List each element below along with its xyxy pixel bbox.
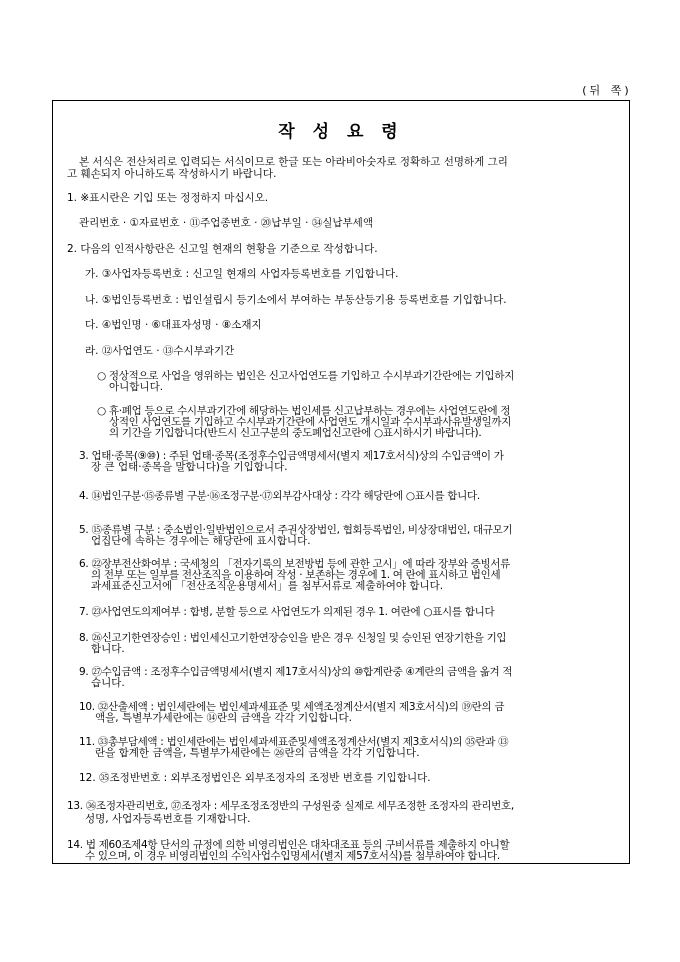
instruction-item-4: 4. ⑭법인구분·⑮종류별 구분·⑯조정구분·⑰외부감사대상 : 각각 해당란에 ○표시를 합니다. [79, 490, 480, 502]
instruction-item-10: 10. ㉜산출세액 : 법인세란에는 법인세과세표준 및 세액조정계산서(별지 제3호서식)의 ⑲란의 금 [79, 701, 505, 713]
instruction-item-2c: 다. ④법인명 · ⑥대표자성명 · ⑧소재지 [85, 319, 262, 331]
instruction-item-6: 과세표준신고서에 「전산조직운용명세서」를 첨부서류로 제출하여야 합니다. [91, 580, 444, 592]
instruction-item-7: 7. ㉓사업연도의제여부 : 합병, 분할 등으로 사업연도가 의제된 경우 1. 여란에 ○표시를 합니다 [79, 606, 495, 618]
instruction-item-6: 의 전부 또는 일부를 전산조직을 이용하여 작성 · 보존하는 경우에 1. 여 란에 표시하고 법인세 [91, 569, 501, 581]
instruction-item-2d: 라. ⑫사업연도 · ⑬수시부과기간 [85, 345, 235, 357]
instruction-item-2b: 나. ⑤법인등록번호 : 법인설립시 등기소에서 부여하는 부동산등기용 등록번호를 기입합니다. [85, 294, 507, 306]
instruction-item-14: 수 있으며, 이 경우 비영리법인의 수익사업수입명세서(별지 제57호서식)를 첨부하여야 합니다. [85, 850, 500, 862]
page-side-label: (뒤 쪽) [580, 84, 632, 97]
page-title: 작 성 요 령 [278, 122, 404, 142]
instruction-item-13: 13. ㊱조정자관리번호, ㊲조정자 : 세무조정조정반의 구성원중 실제로 세무조정한 조정자의 관리번호, [67, 800, 514, 812]
instruction-item-11: 11. ㉝총부담세액 : 법인세란에는 법인세과세표준및세액조정계산서(별지 제3호서식)의 ㉟란과 ⑬ [79, 736, 509, 748]
instruction-item-8: 8. ㉖신고기한연장승인 : 법인세신고기한연장승인을 받은 경우 신청일 및 승인된 연장기한을 기입 [79, 632, 507, 644]
instruction-item-3: 장 큰 업태·종목을 말합니다)을 기입합니다. [91, 461, 288, 473]
bullet-line: ○ 휴·폐업 등으로 수시부과기간에 해당하는 법인세를 신고납부하는 경우에는 사업연도란에 정 [97, 405, 511, 417]
bullet-line: 상적인 사업연도를 기입하고 수시부과기간란에 사업연도 개시일과 수시부과사유발생일까지 [109, 416, 512, 428]
instruction-item-5: 5. ⑮종류별 구분 : 중소법인·일반법인으로서 주권상장법인, 협회등록법인, 비상장대법인, 대규모기 [79, 524, 513, 536]
instruction-item-2a: 가. ③사업자등록번호 : 신고일 현재의 사업자등록번호를 기입합니다. [85, 268, 399, 280]
instructions-frame [52, 100, 630, 864]
instruction-item-11: 란을 합계한 금액을, 특별부가세란에는 ㉖란의 금액을 각각 기입합니다. [95, 747, 420, 759]
instruction-item-2: 2. 다음의 인적사항란은 신고일 현재의 현황을 기준으로 작성합니다. [67, 243, 378, 255]
instruction-item-14: 14. 법 제60조제4항 단서의 규정에 의한 비영리법인은 대차대조표 등의 구비서류를 제출하지 아니할 [67, 839, 510, 851]
bullet-line: ○ 정상적으로 사업을 영위하는 법인은 신고사업연도를 기입하고 수시부과기간란에는 기입하지 [97, 370, 515, 382]
instruction-item-6: 6. ㉒장부전산화여부 : 국세청의 「전자기록의 보전방법 등에 관한 고시」에 따라 장부와 증빙서류 [79, 558, 511, 570]
intro-line: 본 서식은 전산처리로 입력되는 서식이므로 한글 또는 아라비아숫자로 정확하고 선명하게 그리 [79, 156, 508, 168]
instruction-item-13: 성명, 사업자등록번호를 기재합니다. [85, 813, 251, 825]
instruction-item-10: 액을, 특별부가세란에는 ⑭란의 금액을 각각 기입합니다. [95, 712, 353, 724]
instruction-item-3: 3. 업태·종목(⑨⑩) : 주된 업태·종목(조정후수입금액명세서(별지 제17호서식)상의 수입금액이 가 [79, 450, 504, 462]
instruction-item-9: 9. ㉗수입금액 : 조정후수입금액명세서(별지 제17호서식)상의 ⑩합계란중 ④계란의 금액을 옮겨 적 [79, 666, 513, 678]
instruction-item-1: 1. ※표시란은 기입 또는 정정하지 마십시오. [67, 192, 269, 204]
instruction-item-12: 12. ㉟조정반번호 : 외부조정법인은 외부조정자의 조정반 번호를 기입합니다. [79, 772, 431, 784]
bullet-line: 의 기간을 기입합니다(반드시 신고구분의 중도폐업신고란에 ○표시하시기 바랍니다). [109, 427, 482, 439]
instruction-item-9: 습니다. [91, 677, 125, 689]
instruction-item-5: 업집단에 속하는 경우에는 해당란에 표시합니다. [91, 535, 311, 547]
instruction-item-8: 합니다. [91, 643, 125, 655]
intro-line: 고 훼손되지 아니하도록 작성하시기 바랍니다. [67, 168, 277, 180]
bullet-line: 아니합니다. [109, 381, 164, 393]
instruction-fields-1: 관리번호 · ①자료번호 · ⑪주업종번호 · ⑳납부일 · ㉞실납부세액 [79, 217, 373, 229]
